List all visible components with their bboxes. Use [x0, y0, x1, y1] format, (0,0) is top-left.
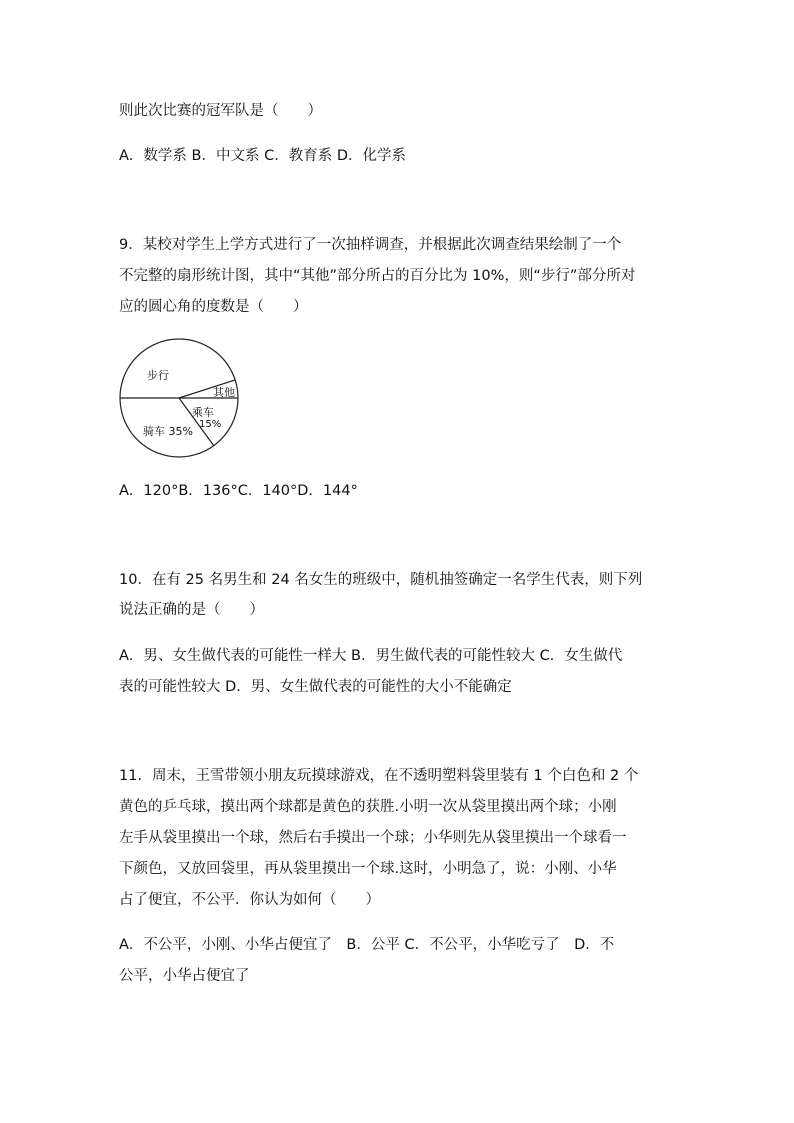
q8-options: A．数学系 B．中文系 C．教育系 D．化学系 — [119, 148, 406, 164]
pie-label-walk: 步行 — [147, 369, 169, 382]
pie-label-ride: 乘车 — [192, 406, 214, 419]
q10-stem-line-2: 说法正确的是（ ） — [119, 602, 264, 618]
q11-stem-line-3: 左手从袋里摸出一个球，然后右手摸出一个球；小华则先从袋里摸出一个球看一 — [119, 830, 627, 846]
q8-stem: 则此次比赛的冠军队是（ ） — [119, 103, 322, 119]
pie-chart — [117, 336, 241, 460]
q10-stem-line-1: 10．在有 25 名男生和 24 名女生的班级中，随机抽签确定一名学生代表，则下列 — [119, 572, 643, 588]
pie-label-other: 其他 — [213, 386, 235, 399]
q9-options: A．120°B．136°C．140°D．144° — [119, 483, 358, 499]
q10-options-line-1: A．男、女生做代表的可能性一样大 B．男生做代表的可能性较大 C．女生做代 — [119, 648, 623, 664]
q11-stem-line-5: 占了便宜，不公平．你认为如何（ ） — [119, 892, 380, 908]
q9-stem-line-3: 应的圆心角的度数是（ ） — [119, 299, 308, 315]
q9-stem-line-2: 不完整的扇形统计图，其中“其他”部分所占的百分比为 10%，则“步行”部分所对 — [119, 268, 636, 284]
q11-options-line-1: A．不公平，小刚、小华占便宜了 B．公平 C．不公平，小华吃亏了 D．不 — [119, 937, 615, 953]
q11-options-line-2: 公平，小华占便宜了 — [119, 968, 250, 984]
pie-label-bike: 骑车 35% — [143, 425, 193, 438]
q11-stem-line-2: 黄色的乒乓球，摸出两个球都是黄色的获胜.小明一次从袋里摸出两个球；小刚 — [119, 799, 617, 815]
pie-label-ride-pct: 15% — [199, 419, 222, 430]
q11-stem-line-1: 11．周末，王雪带领小朋友玩摸球游戏，在不透明塑料袋里装有 1 个白色和 2 个 — [119, 768, 639, 784]
q9-stem-line-1: 9．某校对学生上学方式进行了一次抽样调查，并根据此次调查结果绘制了一个 — [119, 237, 622, 253]
q11-stem-line-4: 下颜色，又放回袋里，再从袋里摸出一个球.这时，小明急了，说：小刚、小华 — [119, 861, 617, 877]
q10-options-line-2: 表的可能性较大 D．男、女生做代表的可能性的大小不能确定 — [119, 679, 512, 695]
